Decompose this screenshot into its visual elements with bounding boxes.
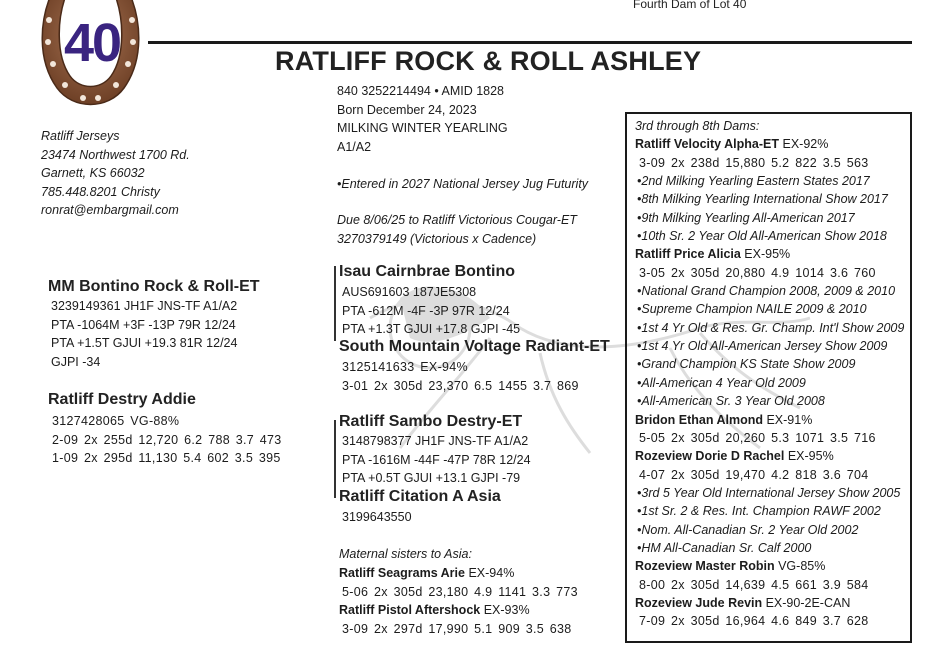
bracket-bar: [334, 420, 336, 498]
dam-sire-line-3: PTA +0.5T GJUI +13.1 GJPI -79: [342, 471, 521, 485]
dam-entry-record: 4-07 2x 305d 19,470 4.2 818 3.6 704: [639, 467, 869, 482]
dams-box-heading: 3rd through 8th Dams:: [635, 119, 760, 133]
sire-line-2: PTA -1064M +3F -13P 79R 12/24: [51, 317, 236, 332]
dam-sire-details: [342, 432, 531, 488]
dam-entry-record: 7-09 2x 305d 16,964 4.6 849 3.7 628: [639, 614, 869, 629]
maternal-sisters-heading: Maternal sisters to Asia:: [339, 547, 472, 561]
maternal-sisters-list: [339, 564, 578, 638]
due-detail: 3270379149 (Victorious x Cadence): [337, 231, 537, 246]
animal-ids: 840 3252214494 • AMID 1828: [337, 84, 505, 98]
dam-entry-name: Ratliff Velocity Alpha-ET EX-92%: [635, 137, 829, 152]
honor-item: •HM All-Canadian Sr. Calf 2000: [637, 540, 812, 555]
sire-name: MM Bontino Rock & Roll-ET: [48, 278, 260, 295]
sister-record: 5-06 2x 305d 23,180 4.9 1141 3.3 773: [342, 584, 578, 599]
sister-name: Ratliff Seagrams Arie: [339, 566, 465, 580]
honor-item: •All-American Sr. 3 Year Old 2008: [637, 394, 825, 409]
due-service: Due 8/06/25 to Ratliff Victorious Cougar-ET: [337, 213, 577, 227]
dam-entry-name: Rozeview Master Robin VG-85%: [635, 559, 826, 574]
sire-dam-line-2: 3-01 2x 305d 23,370 6.5 1455 3.7 869: [342, 378, 579, 393]
dam-name: Ratliff Destry Addie: [48, 391, 196, 408]
animal-class: MILKING WINTER YEARLING: [337, 121, 508, 135]
dam-line-1: 3127428065 VG-88%: [52, 414, 180, 428]
futurity-note: •Entered in 2027 National Jersey Jug Futurity: [337, 177, 589, 191]
dam-sire-line-1: 3148798377 JH1F JNS-TF A1/A2: [342, 434, 529, 448]
honor-item: •9th Milking Yearling All-American 2017: [637, 210, 855, 225]
sire-sire-line-1: AUS691603 187JE5308: [342, 285, 477, 299]
dam-entry-record: 8-00 2x 305d 14,639 4.5 661 3.9 584: [639, 577, 869, 592]
dam-line-3: 1-09 2x 295d 11,130 5.4 602 3.5 395: [52, 451, 281, 465]
sire-sire-name: Isau Cairnbrae Bontino: [339, 263, 516, 280]
dam-entry-record: 5-05 2x 305d 20,260 5.3 1071 3.5 716: [639, 430, 876, 445]
top-note: Fourth Dam of Lot 40: [633, 0, 747, 11]
sister-record: 3-09 2x 297d 17,990 5.1 909 3.5 638: [342, 621, 572, 636]
consignor-email: ronrat@embargmail.com: [41, 203, 179, 217]
due-note: [337, 211, 577, 248]
honor-item: •2nd Milking Yearling Eastern States 2017: [637, 174, 870, 189]
sire-sire-line-3: PTA +1.3T GJUI +17.8 GJPI -45: [342, 322, 521, 336]
sister-name: Ratliff Pistol Aftershock: [339, 603, 481, 617]
sire-details: [51, 297, 237, 371]
animal-genotype: A1/A2: [337, 139, 372, 154]
honor-item: •8th Milking Yearling International Show 2017: [637, 192, 888, 207]
honor-item: •10th Sr. 2 Year Old All-American Show 2018: [637, 229, 887, 244]
header-rule: [148, 41, 912, 44]
consignor-phone: 785.448.8201 Christy: [41, 184, 160, 199]
sire-dam-name: South Mountain Voltage Radiant-ET: [339, 338, 610, 355]
dam-entry-name: Bridon Ethan Almond EX-91%: [635, 412, 813, 427]
dam-dam-name: Ratliff Citation A Asia: [339, 488, 501, 505]
honor-item: •1st 4 Yr Old All-American Jersey Show 2009: [637, 339, 888, 354]
list-item: [339, 601, 578, 620]
sister-score: EX-94%: [464, 566, 515, 580]
sire-line-4: GJPI -34: [51, 354, 101, 369]
dams-box-content: [635, 117, 904, 631]
dam-entry-record: 3-05 2x 305d 20,880 4.9 1014 3.6 760: [639, 265, 876, 280]
list-item: [339, 564, 578, 583]
honor-item: •National Grand Champion 2008, 2009 & 2010: [637, 284, 896, 299]
lot-number: 40: [63, 13, 121, 73]
sire-sire-line-2: PTA -612M -4F -3P 97R 12/24: [342, 303, 510, 318]
dam-entry-record: 3-09 2x 238d 15,880 5.2 822 3.5 563: [639, 155, 869, 170]
dam-sire-name: Ratliff Sambo Destry-ET: [339, 413, 523, 430]
dam-entry-name: Ratliff Price Alicia EX-95%: [635, 247, 791, 262]
honor-item: •Supreme Champion NAILE 2009 & 2010: [637, 302, 867, 317]
honor-item: •Nom. All-Canadian Sr. 2 Year Old 2002: [637, 522, 859, 537]
dam-line-2: 2-09 2x 255d 12,720 6.2 788 3.7 473: [52, 432, 282, 447]
consignor-address: 23474 Northwest 1700 Rd.: [41, 147, 190, 162]
animal-born: Born December 24, 2023: [337, 102, 477, 117]
dam-details: [52, 412, 282, 468]
honor-item: •3rd 5 Year Old International Jersey Show 2005: [637, 485, 901, 500]
sire-line-1: 3239149361 JH1F JNS-TF A1/A2: [51, 299, 238, 313]
consignor-block: [41, 127, 190, 220]
dam-dam-reg: 3199643550: [342, 510, 412, 524]
consignor-name: Ratliff Jerseys: [41, 129, 120, 143]
sire-line-3: PTA +1.5T GJUI +19.3 81R 12/24: [51, 336, 238, 350]
sire-sire-details: [342, 283, 520, 339]
dam-entry-name: Rozeview Dorie D Rachel EX-95%: [635, 449, 834, 464]
sister-score: EX-93%: [480, 603, 530, 617]
page-title: RATLIFF ROCK & ROLL ASHLEY: [275, 46, 702, 76]
honor-item: •1st Sr. 2 & Res. Int. Champion RAWF 2002: [637, 504, 881, 519]
dam-entry-name: Rozeview Jude Revin EX-90-2E-CAN: [635, 595, 851, 610]
honor-item: •All-American 4 Year Old 2009: [637, 375, 806, 390]
honor-item: •Grand Champion KS State Show 2009: [637, 357, 856, 372]
bracket-bar: [334, 266, 336, 341]
sire-dam-line-1: 3125141633 EX-94%: [342, 360, 468, 374]
sire-dam-details: [342, 358, 579, 395]
animal-info: [337, 82, 508, 156]
consignor-city: Garnett, KS 66032: [41, 166, 145, 180]
dam-sire-line-2: PTA -1616M -44F -47P 78R 12/24: [342, 452, 531, 467]
honor-item: •1st 4 Yr Old & Res. Gr. Champ. Int'l Show 2009: [637, 320, 905, 335]
